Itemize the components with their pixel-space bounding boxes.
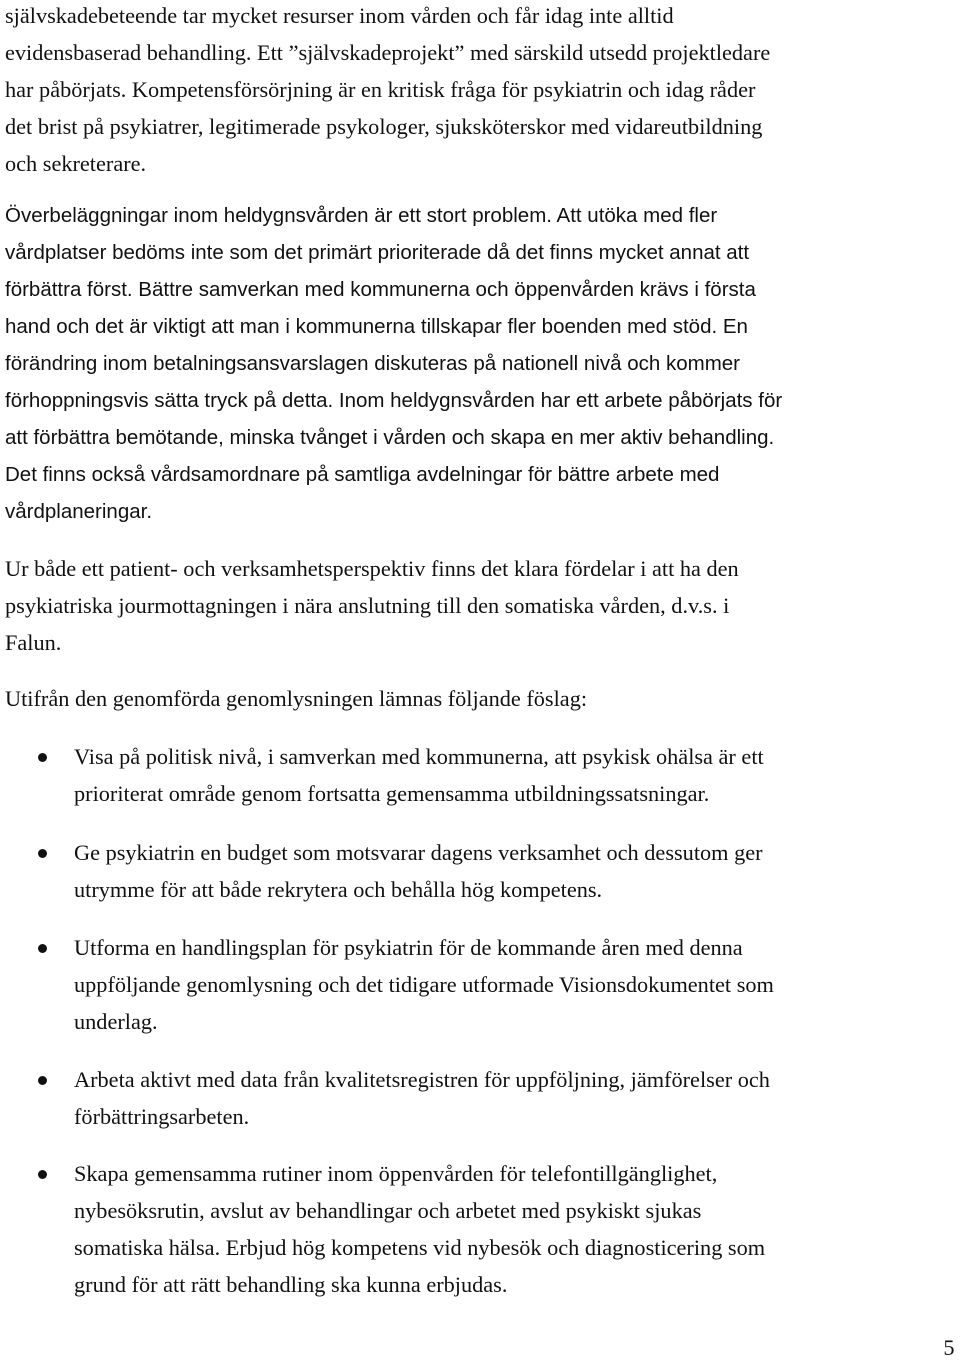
list-item-line: Visa på politisk nivå, i samverkan med kommunerna, att psykisk ohälsa är ett <box>74 744 764 769</box>
paragraph-1 <box>5 0 945 182</box>
paragraph-line: Det finns också vårdsamordnare på samtliga avdelningar för bättre arbete med <box>5 463 720 486</box>
bullet-icon <box>38 753 47 762</box>
paragraph-line: och sekreterare. <box>5 151 147 176</box>
list-item-line: grund för att rätt behandling ska kunna erbjudas. <box>74 1272 508 1297</box>
paragraph-line: förhoppningsvis sätta tryck på detta. Inom heldygnsvården har ett arbete påbörjats för <box>5 389 783 412</box>
paragraph-line: har påbörjats. Kompetensförsörjning är en kritisk fråga för psykiatrin och idag råder <box>5 77 756 102</box>
paragraph-line: självskadebeteende tar mycket resurser inom vården och får idag inte alltid <box>5 3 674 28</box>
paragraph-line: vårdplaneringar. <box>5 500 153 523</box>
page-number: 5 <box>943 1335 955 1360</box>
bullet-icon <box>38 944 47 953</box>
list-item-text <box>74 738 944 812</box>
bullet-icon <box>38 849 47 858</box>
paragraph-line: Utifrån den genomförda genomlysningen lämnas följande föslag: <box>5 686 588 711</box>
list-item-line: Arbeta aktivt med data från kvalitetsregistren för uppföljning, jämförelser och <box>74 1067 770 1092</box>
paragraph-line: att förbättra bemötande, minska tvånget i vården och skapa en mer aktiv behandling. <box>5 426 775 449</box>
paragraph-line: evidensbaserad behandling. Ett ”självskadeprojekt” med särskild utsedd projektledare <box>5 40 771 65</box>
paragraph-line: Överbeläggningar inom heldygnsvården är ett stort problem. Att utöka med fler <box>5 204 718 227</box>
list-item-line: prioriterat område genom fortsatta gemensamma utbildningssatsningar. <box>74 781 710 806</box>
list-item-line: Utforma en handlingsplan för psykiatrin för de kommande åren med denna <box>74 935 743 960</box>
paragraph-4 <box>5 680 945 717</box>
list-item-line: förbättringsarbeten. <box>74 1104 250 1129</box>
list-item-text <box>74 1061 944 1135</box>
list-item-line: nybesöksrutin, avslut av behandlingar och arbetet med psykiskt sjukas <box>74 1198 702 1223</box>
paragraph-line: förändring inom betalningsansvarslagen diskuteras på nationell nivå och kommer <box>5 352 740 375</box>
paragraph-line: Ur både ett patient- och verksamhetsperspektiv finns det klara fördelar i att ha den <box>5 556 739 581</box>
list-item-text <box>74 1155 944 1303</box>
paragraph-2 <box>5 197 945 530</box>
paragraph-line: det brist på psykiatrer, legitimerade psykologer, sjuksköterskor med vidareutbildning <box>5 114 763 139</box>
list-item-line: Ge psykiatrin en budget som motsvarar dagens verksamhet och dessutom ger <box>74 840 763 865</box>
paragraph-line: Falun. <box>5 630 62 655</box>
list-item-text <box>74 834 944 908</box>
bullet-icon <box>38 1076 47 1085</box>
list-item-line: underlag. <box>74 1009 158 1034</box>
paragraph-line: hand och det är viktigt att man i kommunerna tillskapar fler boenden med stöd. En <box>5 315 748 338</box>
list-item-line: utrymme för att både rekrytera och behålla hög kompetens. <box>74 877 603 902</box>
paragraph-line: psykiatriska jourmottagningen i nära anslutning till den somatiska vården, d.v.s. i <box>5 593 730 618</box>
list-item-text <box>74 929 944 1040</box>
paragraph-line: förbättra först. Bättre samverkan med kommunerna och öppenvården krävs i första <box>5 278 756 301</box>
list-item-line: somatiska hälsa. Erbjud hög kompetens vid nybesök och diagnosticering som <box>74 1235 766 1260</box>
paragraph-3 <box>5 550 945 661</box>
list-item-line: Skapa gemensamma rutiner inom öppenvården för telefontillgänglighet, <box>74 1161 718 1186</box>
list-item-line: uppföljande genomlysning och det tidigare utformade Visionsdokumentet som <box>74 972 774 997</box>
paragraph-line: vårdplatser bedöms inte som det primärt prioriterade då det finns mycket annat att <box>5 241 750 264</box>
bullet-icon <box>38 1170 47 1179</box>
